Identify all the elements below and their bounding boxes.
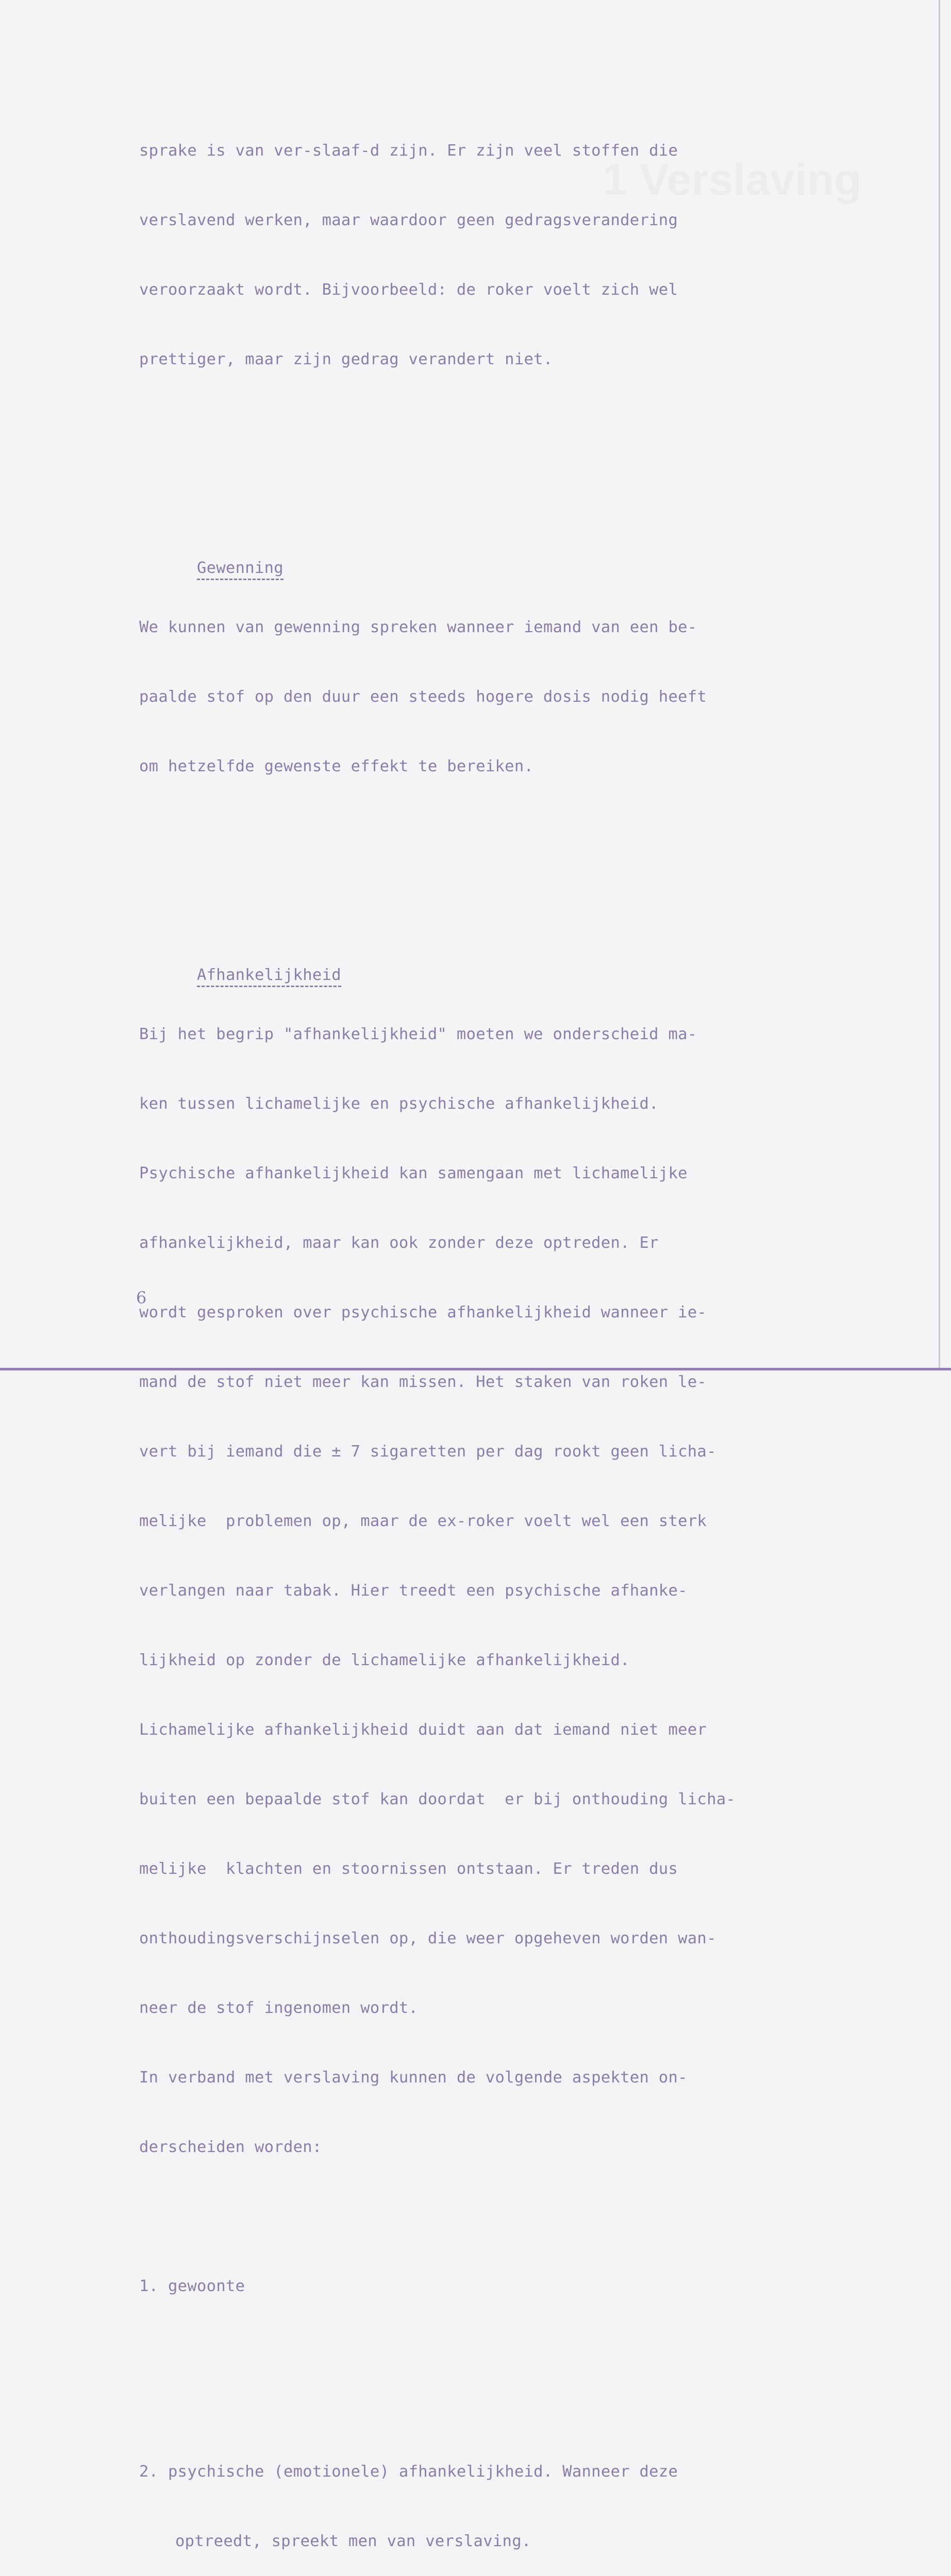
text-line: wordt gesproken over psychische afhankelijkheid wanneer ie- [139, 1303, 707, 1321]
text-line: om hetzelfde gewenste effekt te bereiken. [139, 757, 534, 775]
text-line: veroorzaakt wordt. Bijvoorbeeld: de roker voelt zich wel [139, 281, 678, 299]
section-heading-afhankelijkheid: Afhankelijkheid [197, 965, 341, 987]
text-line: ken tussen lichamelijke en psychische afhankelijkheid. [139, 1095, 659, 1113]
text-line: derscheiden worden: [139, 2138, 322, 2156]
text-line: melijke klachten en stoornissen ontstaan. Er treden dus [139, 1860, 678, 1878]
list-continuation-line: optreedt, spreekt men van verslaving. [175, 2532, 531, 2550]
text-line: verlangen naar tabak. Hier treedt een psychische afhanke- [139, 1582, 688, 1600]
list-text: gewoonte [168, 2277, 245, 2295]
text-line: vert bij iemand die ± 7 sigaretten per dag rookt geen licha- [139, 1443, 716, 1461]
text-line: onthoudingsverschijnselen op, die weer opgeheven worden wan- [139, 1929, 716, 1947]
text-line: Psychische afhankelijkheid kan samengaan met lichamelijke [139, 1164, 688, 1182]
text-line: sprake is van ver-slaaf-d zijn. Er zijn veel stoffen die [139, 142, 678, 160]
section-heading-row [139, 533, 887, 577]
section-heading-gewenning: Gewenning [197, 558, 283, 580]
text-line: We kunnen van gewenning spreken wanneer iemand van een be- [139, 618, 697, 636]
page-number: 6 [136, 1288, 147, 1308]
text-line: Lichamelijke afhankelijkheid duidt aan dat iemand niet meer [139, 1721, 707, 1739]
bleed-through-heading: 1 Verslaving [603, 155, 861, 205]
list-text: psychische (emotionele) afhankelijkheid. Wanneer deze [168, 2463, 678, 2481]
text-line: mand de stof niet meer kan missen. Het staken van roken le- [139, 1373, 707, 1391]
text-line: neer de stof ingenomen wordt. [139, 1999, 419, 2017]
list-item [139, 2228, 887, 2344]
list-number: 2. [139, 2463, 159, 2481]
text-line: paalde stof op den duur een steeds hogere dosis nodig heeft [139, 688, 707, 706]
text-line: prettiger, maar zijn gedrag verandert niet. [139, 350, 553, 368]
document-page [8, 0, 940, 2550]
paragraph-gap [139, 440, 887, 464]
list-item-first-line [139, 2275, 887, 2298]
list-number: 1. [139, 2277, 159, 2295]
paragraph-gap [139, 848, 887, 871]
section-heading-row [139, 940, 887, 984]
text-line: verslavend werken, maar waardoor geen gedragsverandering [139, 211, 678, 229]
text-line: Bij het begrip "afhankelijkheid" moeten we onderscheid ma- [139, 1025, 697, 1043]
text-line: melijke problemen op, maar de ex-roker voelt wel een sterk [139, 1512, 707, 1530]
body-text [139, 93, 887, 2576]
bottom-edge-rule [0, 1368, 951, 1370]
list-item [139, 2414, 887, 2576]
text-line: In verband met verslaving kunnen de volgende aspekten on- [139, 2069, 688, 2087]
list-item-first-line [139, 2460, 887, 2483]
text-line: buiten een bepaalde stof kan doordat er bij onthouding licha- [139, 1790, 736, 1808]
text-line: afhankelijkheid, maar kan ook zonder deze optreden. Er [139, 1234, 659, 1252]
text-line: lijkheid op zonder de lichamelijke afhankelijkheid. [139, 1651, 630, 1669]
